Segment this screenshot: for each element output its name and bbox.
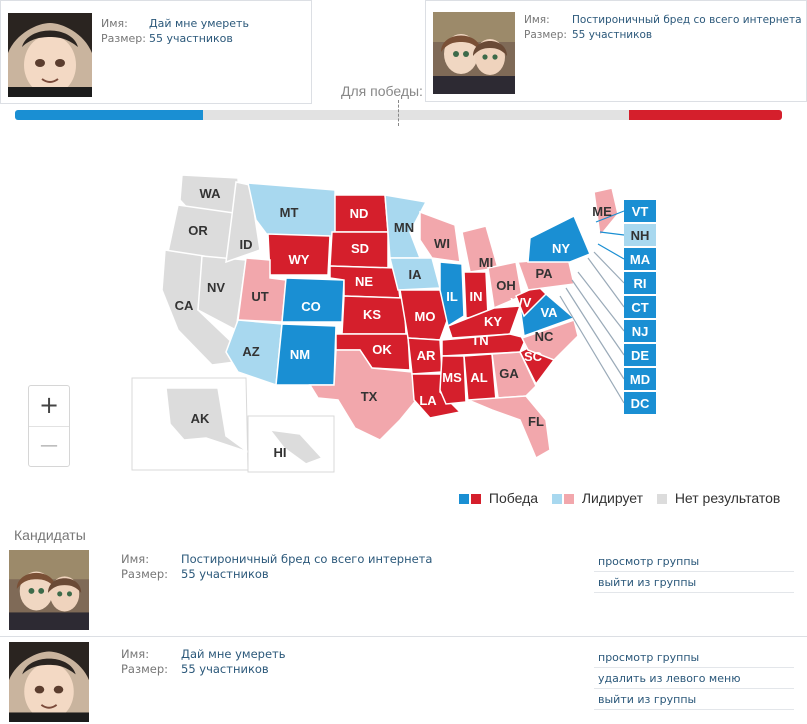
group-name[interactable]: Постироничный бред со всего интернета xyxy=(572,14,802,26)
state-label-nm: NM xyxy=(289,347,311,362)
state-label-pa: PA xyxy=(535,266,553,281)
small-state-label-dc: DC xyxy=(630,396,650,411)
state-label-tx: TX xyxy=(360,389,378,404)
state-label-wy: WY xyxy=(288,252,310,267)
small-state-label-de: DE xyxy=(630,348,650,363)
leader-line-nh xyxy=(600,232,624,235)
small-state-label-ri: RI xyxy=(633,276,647,291)
state-label-ky: KY xyxy=(483,314,503,329)
state-label-az: AZ xyxy=(242,344,260,359)
name-label: Имя: xyxy=(101,17,128,30)
state-label-nc: NC xyxy=(534,329,554,344)
leader-line-ma xyxy=(598,244,624,259)
state-label-ks: KS xyxy=(362,307,382,322)
state-label-mo: MO xyxy=(414,309,436,324)
avatar-anime-girls xyxy=(433,12,515,94)
state-label-wi: WI xyxy=(434,236,450,251)
size-label: Размер: xyxy=(121,662,169,676)
state-label-co: CO xyxy=(301,299,321,314)
state-label-ga: GA xyxy=(499,366,519,381)
state-label-nd: ND xyxy=(349,206,369,221)
zoom-in-button[interactable]: + xyxy=(29,386,69,427)
leader-line-de xyxy=(572,280,624,355)
leave-group-link[interactable]: выйти из группы xyxy=(594,690,794,710)
group-name[interactable]: Постироничный бред со всего интернета xyxy=(181,552,433,566)
state-label-la: LA xyxy=(419,393,437,408)
state-label-ak: AK xyxy=(190,411,210,426)
state-label-al: AL xyxy=(470,370,488,385)
map-legend xyxy=(459,490,780,506)
size-label: Размер: xyxy=(524,29,567,41)
name-label: Имя: xyxy=(121,552,150,566)
state-label-ut: UT xyxy=(251,289,269,304)
state-label-oh: OH xyxy=(496,278,516,293)
legend-none-swatch xyxy=(657,494,667,504)
state-label-mn: MN xyxy=(393,220,415,235)
legend-dem-lead-swatch xyxy=(552,494,562,504)
group-size: 55 участников xyxy=(149,32,233,45)
legend-lead-label: Лидирует xyxy=(581,490,644,506)
state-label-or: OR xyxy=(188,223,208,238)
avatar-anime-girls xyxy=(9,550,89,630)
state-label-tn: TN xyxy=(471,333,489,348)
state-label-in: IN xyxy=(469,289,483,304)
top-right-candidate-card xyxy=(425,0,807,102)
view-group-link[interactable]: просмотр группы xyxy=(594,648,794,668)
state-label-wa: WA xyxy=(199,186,221,201)
state-label-ca: CA xyxy=(174,298,194,313)
small-state-label-md: MD xyxy=(629,372,651,387)
state-label-nv: NV xyxy=(206,280,226,295)
state-label-ne: NE xyxy=(354,274,374,289)
legend-rep-lead-swatch xyxy=(564,494,574,504)
legend-rep-win-swatch xyxy=(471,494,481,504)
state-label-id: ID xyxy=(239,237,253,252)
state-label-me: ME xyxy=(592,204,612,219)
group-name[interactable]: Дай мне умереть xyxy=(181,647,286,661)
name-label: Имя: xyxy=(524,14,550,26)
small-state-label-ct: CT xyxy=(631,300,649,315)
group-size: 55 участников xyxy=(572,29,653,41)
remove-from-menu-link[interactable]: удалить из левого меню xyxy=(594,669,794,689)
state-label-hi: HI xyxy=(273,445,287,460)
small-state-label-nj: NJ xyxy=(631,324,649,339)
group-size: 55 участников xyxy=(181,662,269,676)
dem-progress-bar xyxy=(15,110,203,120)
leader-line-ct xyxy=(588,258,624,307)
midline-marker xyxy=(398,100,399,126)
rep-progress-bar xyxy=(629,110,782,120)
leave-group-link[interactable]: выйти из группы xyxy=(594,573,794,593)
avatar-anime-boy xyxy=(9,642,89,722)
legend-win-label: Победа xyxy=(488,490,539,506)
top-left-candidate-card xyxy=(0,0,312,104)
state-label-fl: FL xyxy=(528,414,544,429)
candidates-heading: Кандидаты xyxy=(14,527,86,543)
view-group-link[interactable]: просмотр группы xyxy=(594,552,794,572)
state-label-mt: MT xyxy=(279,205,299,220)
candidate-row-2 xyxy=(0,636,807,724)
state-label-sc: SC xyxy=(523,349,543,364)
small-state-label-vt: VT xyxy=(631,204,649,219)
state-label-sd: SD xyxy=(350,241,370,256)
to-win-label: Для победы: xyxy=(341,83,423,99)
size-label: Размер: xyxy=(101,32,146,45)
state-label-ia: IA xyxy=(408,267,422,282)
group-name[interactable]: Дай мне умереть xyxy=(149,17,249,30)
candidate-row-1 xyxy=(0,545,807,633)
zoom-control xyxy=(28,385,70,467)
legend-dem-win-swatch xyxy=(459,494,469,504)
state-label-ms: MS xyxy=(442,370,462,385)
avatar-anime-boy xyxy=(8,13,92,97)
state-label-ok: OK xyxy=(372,342,392,357)
state-label-wv: WV xyxy=(510,295,532,310)
zoom-out-button[interactable]: — xyxy=(40,435,58,456)
legend-none-label: Нет результатов xyxy=(674,490,781,506)
small-state-label-ma: MA xyxy=(629,252,651,267)
us-election-map xyxy=(0,150,807,520)
state-label-ar: AR xyxy=(416,348,436,363)
state-label-ny: NY xyxy=(551,241,571,256)
leader-line-dc xyxy=(560,296,624,403)
group-size: 55 участников xyxy=(181,567,269,581)
size-label: Размер: xyxy=(121,567,169,581)
state-label-mi: MI xyxy=(478,255,494,270)
small-state-label-nh: NH xyxy=(630,228,650,243)
state-label-il: IL xyxy=(446,289,458,304)
state-label-va: VA xyxy=(540,305,558,320)
name-label: Имя: xyxy=(121,647,150,661)
